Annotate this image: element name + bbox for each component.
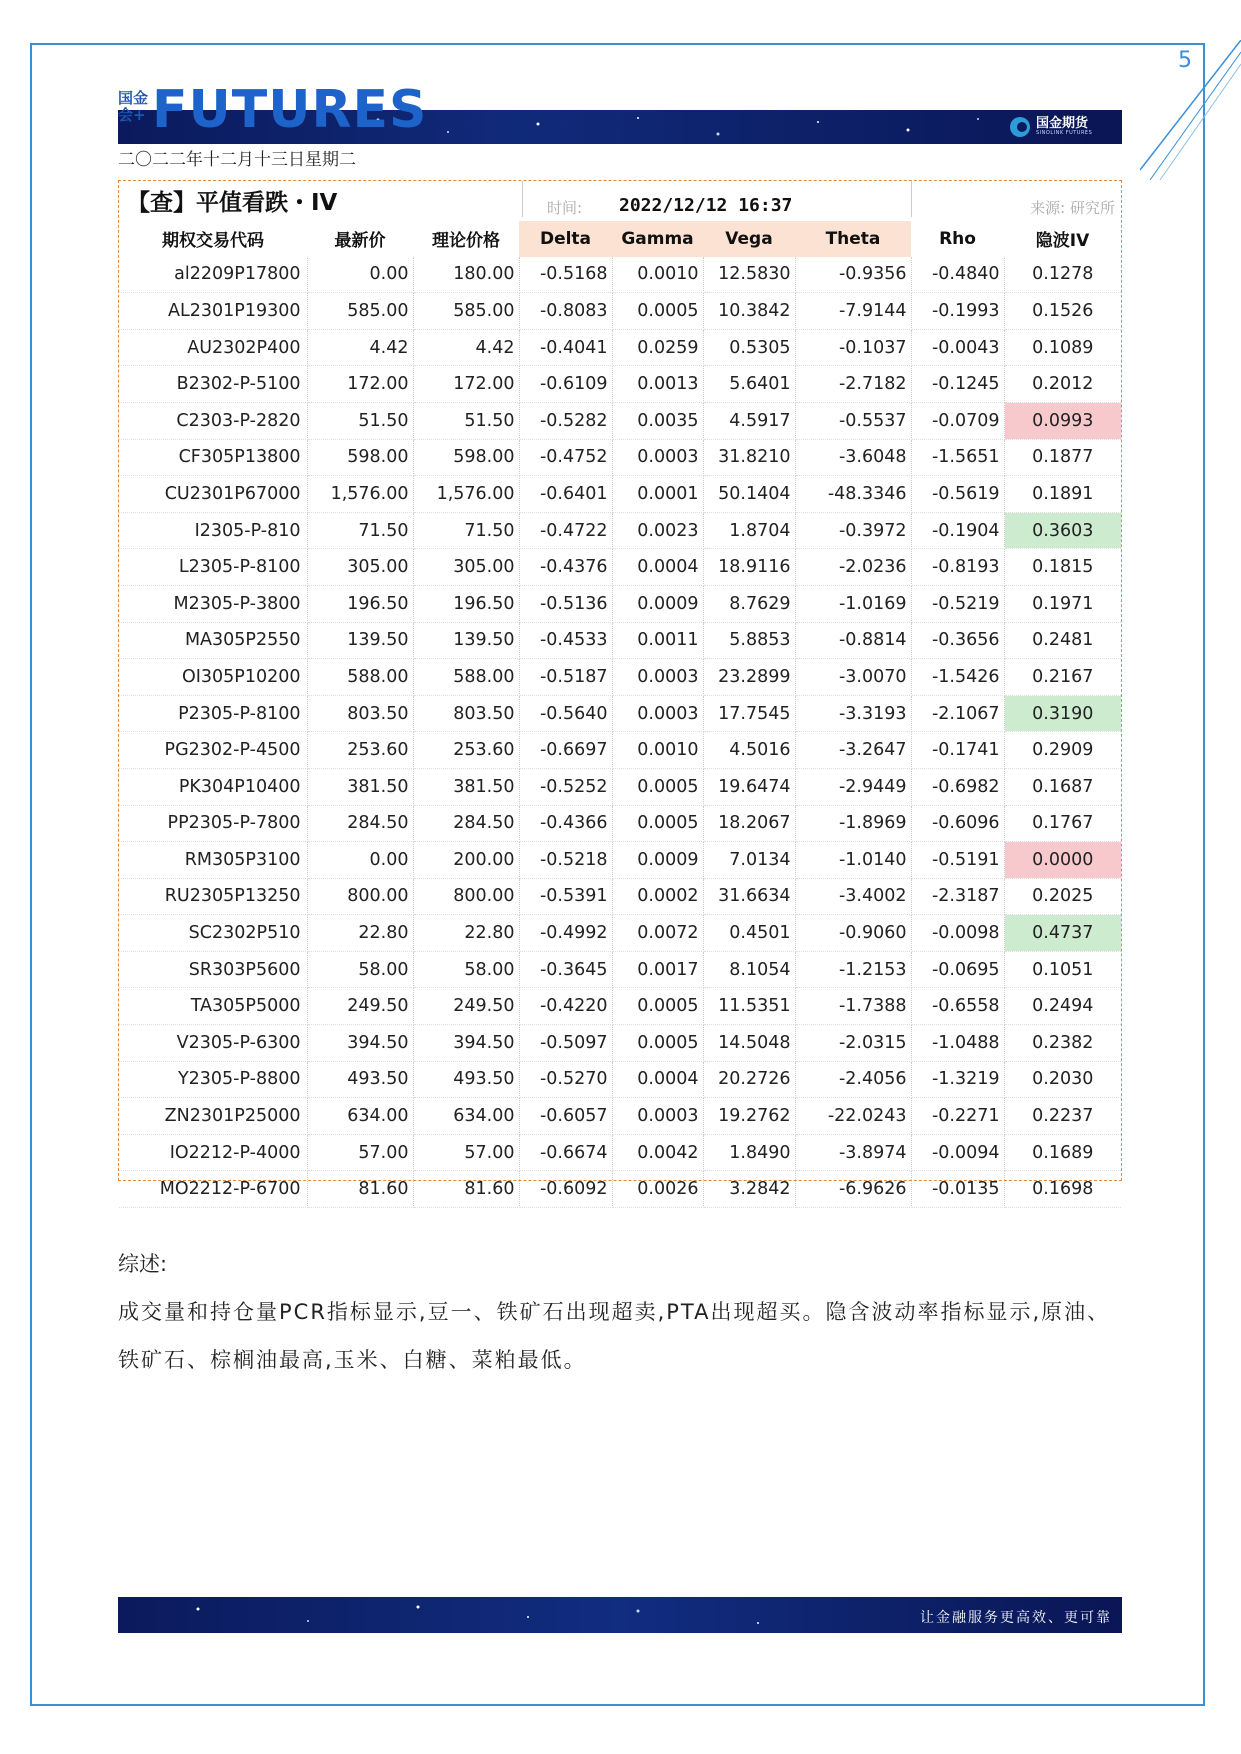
table-row	[119, 805, 1121, 842]
table-row	[119, 585, 1121, 622]
table-cell: 0.2481	[1004, 622, 1121, 659]
footer-banner	[118, 1597, 1122, 1633]
table-cell: 0.0002	[612, 878, 703, 915]
table-cell: 0.0042	[612, 1134, 703, 1171]
table-cell: -0.9356	[795, 257, 911, 293]
table-body	[119, 257, 1121, 1208]
option-code-cell: IO2212-P-4000	[119, 1134, 307, 1171]
table-row	[119, 768, 1121, 805]
table-row	[119, 659, 1121, 696]
table-cell: 249.50	[413, 988, 519, 1025]
option-code-cell: ZN2301P25000	[119, 1098, 307, 1135]
option-code-cell: P2305-P-8100	[119, 695, 307, 732]
table-cell: -3.2647	[795, 732, 911, 769]
table-cell: 139.50	[307, 622, 413, 659]
table-cell: 634.00	[307, 1098, 413, 1135]
table-cell: 139.50	[413, 622, 519, 659]
table-cell: 0.00	[307, 257, 413, 293]
option-code-cell: I2305-P-810	[119, 512, 307, 549]
table-cell: -0.5136	[519, 585, 612, 622]
table-cell: -0.0709	[911, 402, 1004, 439]
table-cell: -1.3219	[911, 1061, 1004, 1098]
summary-section	[118, 1240, 1122, 1384]
table-cell: 0.1689	[1004, 1134, 1121, 1171]
table-cell: 588.00	[413, 659, 519, 696]
table-cell: 0.3603	[1004, 512, 1121, 549]
table-cell: 381.50	[307, 768, 413, 805]
table-cell: 0.0005	[612, 805, 703, 842]
table-cell: 0.3190	[1004, 695, 1121, 732]
table-cell: 57.00	[307, 1134, 413, 1171]
table-cell: -0.4376	[519, 549, 612, 586]
option-code-cell: SC2302P510	[119, 915, 307, 952]
table-cell: -0.6674	[519, 1134, 612, 1171]
options-table	[119, 221, 1121, 1208]
table-cell: -1.0140	[795, 842, 911, 879]
table-row	[119, 951, 1121, 988]
table-cell: -0.8083	[519, 293, 612, 330]
table-cell: -0.1245	[911, 366, 1004, 403]
table-cell: 284.50	[307, 805, 413, 842]
logo-subtext: SINOLINK FUTURES	[1036, 130, 1093, 136]
table-row	[119, 329, 1121, 366]
column-header: 理论价格	[432, 231, 500, 252]
table-cell: 0.1767	[1004, 805, 1121, 842]
table-cell: 0.0035	[612, 402, 703, 439]
table-cell: 305.00	[307, 549, 413, 586]
table-row	[119, 1098, 1121, 1135]
table-cell: 31.6634	[703, 878, 795, 915]
table-cell: 71.50	[413, 512, 519, 549]
table-cell: 0.0005	[612, 1025, 703, 1062]
table-cell: 0.0001	[612, 476, 703, 513]
table-cell: 4.5016	[703, 732, 795, 769]
option-code-cell: OI305P10200	[119, 659, 307, 696]
divider	[911, 181, 912, 217]
table-cell: 172.00	[307, 366, 413, 403]
table-cell: -3.8974	[795, 1134, 911, 1171]
table-cell: -0.1037	[795, 329, 911, 366]
table-cell: 0.0023	[612, 512, 703, 549]
option-code-cell: B2302-P-5100	[119, 366, 307, 403]
table-cell: 0.0017	[612, 951, 703, 988]
time-label: 时间:	[547, 199, 583, 217]
table-cell: -0.4752	[519, 439, 612, 476]
table-cell: 1,576.00	[307, 476, 413, 513]
table-cell: 249.50	[307, 988, 413, 1025]
table-cell: 0.1877	[1004, 439, 1121, 476]
table-cell: 493.50	[307, 1061, 413, 1098]
table-cell: -3.3193	[795, 695, 911, 732]
table-cell: -0.4533	[519, 622, 612, 659]
table-cell: -0.5168	[519, 257, 612, 293]
table-cell: -0.4366	[519, 805, 612, 842]
table-cell: -2.1067	[911, 695, 1004, 732]
table-row	[119, 878, 1121, 915]
table-cell: 0.0026	[612, 1171, 703, 1208]
table-cell: -0.1741	[911, 732, 1004, 769]
logo-mark-icon	[1010, 117, 1030, 137]
table-cell: 0.0003	[612, 439, 703, 476]
table-cell: 253.60	[413, 732, 519, 769]
table-cell: 0.0005	[612, 988, 703, 1025]
table-cell: 57.00	[413, 1134, 519, 1171]
table-cell: 19.6474	[703, 768, 795, 805]
table-cell: -0.6558	[911, 988, 1004, 1025]
table-cell: -0.5219	[911, 585, 1004, 622]
option-code-cell: C2303-P-2820	[119, 402, 307, 439]
table-row	[119, 257, 1121, 293]
table-row	[119, 366, 1121, 403]
table-cell: 0.2909	[1004, 732, 1121, 769]
table-cell: 0.2012	[1004, 366, 1121, 403]
table-row	[119, 439, 1121, 476]
table-cell: 493.50	[413, 1061, 519, 1098]
table-cell: 0.0009	[612, 585, 703, 622]
table-cell: 0.0011	[612, 622, 703, 659]
table-cell: -22.0243	[795, 1098, 911, 1135]
table-cell: -0.8193	[911, 549, 1004, 586]
table-cell: 634.00	[413, 1098, 519, 1135]
table-cell: 0.0072	[612, 915, 703, 952]
table-row	[119, 695, 1121, 732]
table-cell: -0.3972	[795, 512, 911, 549]
table-cell: -0.0695	[911, 951, 1004, 988]
table-cell: 0.2494	[1004, 988, 1121, 1025]
table-cell: 0.1526	[1004, 293, 1121, 330]
table-cell: -0.5537	[795, 402, 911, 439]
table-cell: 18.9116	[703, 549, 795, 586]
table-cell: 284.50	[413, 805, 519, 842]
table-cell: -0.5270	[519, 1061, 612, 1098]
table-cell: 4.5917	[703, 402, 795, 439]
table-cell: -48.3346	[795, 476, 911, 513]
table-cell: 23.2899	[703, 659, 795, 696]
table-cell: 0.0003	[612, 695, 703, 732]
option-code-cell: RM305P3100	[119, 842, 307, 879]
table-cell: -0.4992	[519, 915, 612, 952]
table-cell: -0.3645	[519, 951, 612, 988]
table-cell: 196.50	[307, 585, 413, 622]
table-cell: -0.6109	[519, 366, 612, 403]
summary-text: 成交量和持仓量PCR指标显示,豆一、铁矿石出现超卖,PTA出现超买。隐含波动率指标显示,原油、铁矿石、棕榈油最高,玉米、白糖、菜粕最低。	[118, 1300, 1111, 1372]
table-cell: 22.80	[413, 915, 519, 952]
table-cell: 7.0134	[703, 842, 795, 879]
brand-logo-text: FUTURES	[152, 80, 428, 140]
table-cell: -0.6982	[911, 768, 1004, 805]
report-date: 二〇二二年十二月十三日星期二	[118, 150, 356, 170]
table-cell: -0.5191	[911, 842, 1004, 879]
table-cell: -0.6697	[519, 732, 612, 769]
table-cell: -0.3656	[911, 622, 1004, 659]
table-cell: 0.2237	[1004, 1098, 1121, 1135]
time-value: 2022/12/12 16:37	[619, 195, 793, 216]
table-cell: 50.1404	[703, 476, 795, 513]
table-cell: 8.7629	[703, 585, 795, 622]
option-code-cell: CF305P13800	[119, 439, 307, 476]
option-code-cell: L2305-P-8100	[119, 549, 307, 586]
table-cell: 803.50	[307, 695, 413, 732]
table-row	[119, 293, 1121, 330]
table-cell: 0.0993	[1004, 402, 1121, 439]
table-cell: 0.2030	[1004, 1061, 1121, 1098]
table-cell: -3.0070	[795, 659, 911, 696]
table-cell: 0.1089	[1004, 329, 1121, 366]
table-cell: 0.0010	[612, 732, 703, 769]
table-cell: -0.4220	[519, 988, 612, 1025]
table-cell: -3.6048	[795, 439, 911, 476]
table-cell: -0.6057	[519, 1098, 612, 1135]
table-cell: -1.0169	[795, 585, 911, 622]
option-code-cell: al2209P17800	[119, 257, 307, 293]
table-cell: 0.0009	[612, 842, 703, 879]
table-cell: 800.00	[307, 878, 413, 915]
table-cell: -0.5391	[519, 878, 612, 915]
page-number: 5	[1178, 48, 1192, 73]
table-row	[119, 1025, 1121, 1062]
table-cell: 14.5048	[703, 1025, 795, 1062]
column-header: Delta	[519, 221, 612, 257]
table-title-row	[119, 181, 1121, 217]
table-cell: 17.7545	[703, 695, 795, 732]
source-label: 来源: 研究所	[1030, 199, 1115, 217]
table-cell: 0.1815	[1004, 549, 1121, 586]
table-cell: 0.1051	[1004, 951, 1121, 988]
table-cell: 0.2167	[1004, 659, 1121, 696]
table-cell: -0.4041	[519, 329, 612, 366]
table-cell: 4.42	[413, 329, 519, 366]
table-cell: -2.0236	[795, 549, 911, 586]
table-cell: -1.2153	[795, 951, 911, 988]
table-cell: -0.5218	[519, 842, 612, 879]
option-code-cell: V2305-P-6300	[119, 1025, 307, 1062]
table-cell: 0.0005	[612, 293, 703, 330]
table-cell: -0.0043	[911, 329, 1004, 366]
table-title: 【查】平值看跌・IV	[127, 190, 338, 216]
table-cell: 8.1054	[703, 951, 795, 988]
column-header: 最新价	[334, 231, 386, 252]
table-cell: -0.5187	[519, 659, 612, 696]
table-cell: 588.00	[307, 659, 413, 696]
table-cell: 5.8853	[703, 622, 795, 659]
option-code-cell: AL2301P19300	[119, 293, 307, 330]
table-cell: 0.0010	[612, 257, 703, 293]
table-cell: 81.60	[307, 1171, 413, 1208]
option-code-cell: SR303P5600	[119, 951, 307, 988]
table-cell: 4.42	[307, 329, 413, 366]
table-cell: 803.50	[413, 695, 519, 732]
table-cell: 0.1278	[1004, 257, 1121, 293]
table-cell: 0.4737	[1004, 915, 1121, 952]
column-header: Theta	[795, 221, 911, 257]
table-cell: -3.4002	[795, 878, 911, 915]
table-row	[119, 512, 1121, 549]
table-cell: -1.7388	[795, 988, 911, 1025]
table-cell: -0.2271	[911, 1098, 1004, 1135]
table-cell: 11.5351	[703, 988, 795, 1025]
table-row	[119, 988, 1121, 1025]
table-cell: 394.50	[413, 1025, 519, 1062]
column-header: 期权交易代码	[162, 231, 264, 252]
table-cell: -1.5426	[911, 659, 1004, 696]
option-code-cell: PK304P10400	[119, 768, 307, 805]
table-cell: -2.3187	[911, 878, 1004, 915]
option-code-cell: MA305P2550	[119, 622, 307, 659]
column-header: Gamma	[612, 221, 703, 257]
table-cell: 0.0259	[612, 329, 703, 366]
summary-title: 综述:	[118, 1252, 168, 1276]
table-cell: 0.1971	[1004, 585, 1121, 622]
table-cell: 1.8490	[703, 1134, 795, 1171]
table-cell: 51.50	[307, 402, 413, 439]
table-cell: 31.8210	[703, 439, 795, 476]
table-cell: 180.00	[413, 257, 519, 293]
option-code-cell: PG2302-P-4500	[119, 732, 307, 769]
table-cell: 0.0013	[612, 366, 703, 403]
footer-slogan: 让金融服务更高效、更可靠	[920, 1610, 1112, 1626]
table-cell: -0.6401	[519, 476, 612, 513]
table-cell: -7.9144	[795, 293, 911, 330]
table-cell: 0.0003	[612, 1098, 703, 1135]
column-header: 隐波IV	[1035, 231, 1090, 252]
table-row	[119, 1171, 1121, 1208]
table-cell: 1,576.00	[413, 476, 519, 513]
option-code-cell: PP2305-P-7800	[119, 805, 307, 842]
logo-text: 国金期货	[1036, 116, 1089, 131]
divider	[522, 181, 523, 217]
table-cell: 19.2762	[703, 1098, 795, 1135]
table-cell: 0.0004	[612, 549, 703, 586]
table-cell: -2.7182	[795, 366, 911, 403]
table-cell: 3.2842	[703, 1171, 795, 1208]
table-cell: -2.0315	[795, 1025, 911, 1062]
table-cell: -0.4840	[911, 257, 1004, 293]
table-cell: 381.50	[413, 768, 519, 805]
table-cell: 0.5305	[703, 329, 795, 366]
table-cell: 0.4501	[703, 915, 795, 952]
table-cell: -0.8814	[795, 622, 911, 659]
table-cell: 81.60	[413, 1171, 519, 1208]
table-cell: -0.6096	[911, 805, 1004, 842]
table-cell: -1.0488	[911, 1025, 1004, 1062]
table-cell: 0.0004	[612, 1061, 703, 1098]
table-cell: -1.5651	[911, 439, 1004, 476]
table-cell: 0.1891	[1004, 476, 1121, 513]
table-cell: -0.5252	[519, 768, 612, 805]
table-cell: 305.00	[413, 549, 519, 586]
table-cell: 1.8704	[703, 512, 795, 549]
table-cell: -0.5097	[519, 1025, 612, 1062]
table-cell: -0.5619	[911, 476, 1004, 513]
table-cell: -0.4722	[519, 512, 612, 549]
table-row	[119, 402, 1121, 439]
table-cell: 172.00	[413, 366, 519, 403]
table-cell: 0.00	[307, 842, 413, 879]
table-row	[119, 842, 1121, 879]
table-cell: 0.2382	[1004, 1025, 1121, 1062]
table-cell: 253.60	[307, 732, 413, 769]
column-header: Rho	[939, 228, 976, 249]
table-cell: 58.00	[413, 951, 519, 988]
table-row	[119, 476, 1121, 513]
table-cell: -0.6092	[519, 1171, 612, 1208]
table-cell: 10.3842	[703, 293, 795, 330]
brand-small-text: 国金会+	[118, 89, 149, 124]
table-cell: 51.50	[413, 402, 519, 439]
table-cell: 0.0003	[612, 659, 703, 696]
table-row	[119, 1134, 1121, 1171]
table-cell: -1.8969	[795, 805, 911, 842]
table-header-row	[119, 221, 1121, 257]
table-cell: 598.00	[307, 439, 413, 476]
option-code-cell: CU2301P67000	[119, 476, 307, 513]
table-cell: -6.9626	[795, 1171, 911, 1208]
table-cell: 0.0000	[1004, 842, 1121, 879]
table-cell: 0.1687	[1004, 768, 1121, 805]
table-cell: 0.0005	[612, 768, 703, 805]
table-cell: 58.00	[307, 951, 413, 988]
table-cell: 18.2067	[703, 805, 795, 842]
table-row	[119, 1061, 1121, 1098]
table-cell: 0.1698	[1004, 1171, 1121, 1208]
options-table-panel	[118, 180, 1122, 1200]
table-cell: -0.0094	[911, 1134, 1004, 1171]
option-code-cell: MO2212-P-6700	[119, 1171, 307, 1208]
table-cell: -0.9060	[795, 915, 911, 952]
option-code-cell: TA305P5000	[119, 988, 307, 1025]
table-cell: -0.1904	[911, 512, 1004, 549]
table-cell: 200.00	[413, 842, 519, 879]
table-cell: 0.2025	[1004, 878, 1121, 915]
table-cell: 12.5830	[703, 257, 795, 293]
table-row	[119, 622, 1121, 659]
table-cell: -0.5282	[519, 402, 612, 439]
table-row	[119, 549, 1121, 586]
option-code-cell: RU2305P13250	[119, 878, 307, 915]
table-cell: 22.80	[307, 915, 413, 952]
option-code-cell: M2305-P-3800	[119, 585, 307, 622]
table-cell: 5.6401	[703, 366, 795, 403]
column-header: Vega	[703, 221, 795, 257]
table-cell: 20.2726	[703, 1061, 795, 1098]
table-cell: -2.4056	[795, 1061, 911, 1098]
table-cell: 598.00	[413, 439, 519, 476]
table-cell: -0.0135	[911, 1171, 1004, 1208]
company-logo	[1010, 113, 1120, 141]
table-cell: -2.9449	[795, 768, 911, 805]
table-cell: -0.0098	[911, 915, 1004, 952]
table-row	[119, 732, 1121, 769]
table-cell: -0.5640	[519, 695, 612, 732]
table-cell: 800.00	[413, 878, 519, 915]
option-code-cell: Y2305-P-8800	[119, 1061, 307, 1098]
table-cell: 394.50	[307, 1025, 413, 1062]
table-row	[119, 915, 1121, 952]
table-cell: 585.00	[307, 293, 413, 330]
table-cell: 71.50	[307, 512, 413, 549]
option-code-cell: AU2302P400	[119, 329, 307, 366]
table-cell: 196.50	[413, 585, 519, 622]
table-cell: -0.1993	[911, 293, 1004, 330]
table-cell: 585.00	[413, 293, 519, 330]
